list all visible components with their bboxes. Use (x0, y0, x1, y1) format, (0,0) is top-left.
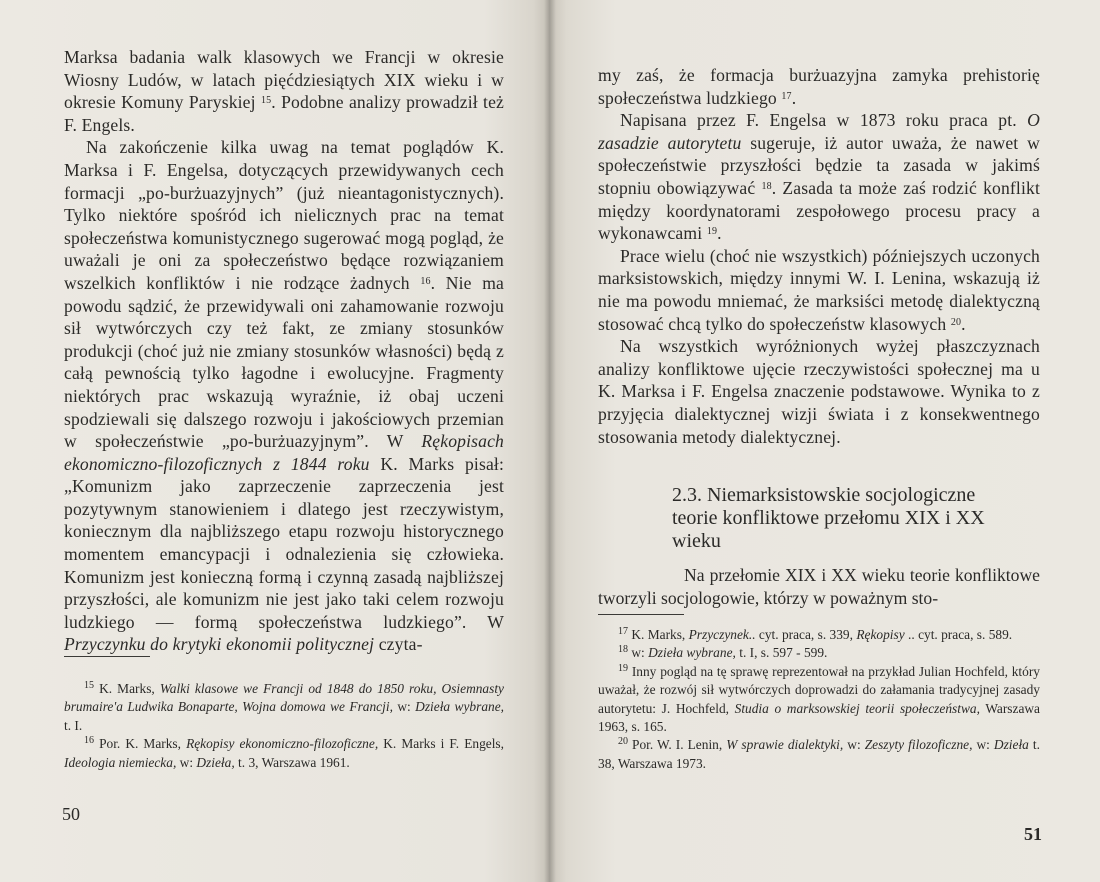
footnote-ref-18[interactable]: 18 (761, 180, 772, 192)
right-body-text (598, 64, 1040, 448)
section-heading (672, 484, 1032, 553)
footnote-ref-15[interactable]: 15 (260, 95, 272, 107)
right-p1-text: my zaś, że formacja burżuazyjna zamyka prehistorię społeczeństwa ludzkiego (598, 65, 1040, 108)
footnote-text: w: (628, 645, 649, 661)
footnote-text: Warszawa 1963, s. 165. (598, 700, 1041, 735)
footnote-text: K. Marks, (94, 681, 160, 696)
footnote-text: t. 3, Warszawa 1961. (234, 754, 350, 770)
footnote-ref-20[interactable]: 20 (950, 316, 962, 328)
footnote-text: Por. K. Marks, (94, 736, 187, 752)
footnote-text: w: (972, 737, 994, 753)
footnote-num: 16 (84, 735, 94, 747)
right-paragraph-5: Na przełomie XIX i XX wieku teorie konfliktowe tworzyli socjologowie, którzy w poważnym sto- (598, 565, 1040, 608)
left-p2-italic-title: Rękopisach ekonomiczno-filozoficznych z 1844 roku (64, 431, 504, 474)
right-paragraph-4: Na wszystkich wyróżnionych wyżej płaszczyznach analizy konfliktowe ujęcie rzeczywistości społecznej ma u K. Marksa i F. Engelsa znaczenie podstawowe. Wynika to z przyjęcia dialektycznej wizji świata i z konsekwentnego stosowania metody dialektycznej. (598, 336, 1040, 447)
right-p2-text-b: sugeruje, iż autor uważa, że nawet w społeczeństwie przyszłości będzie ta zasada w jakimś stopniu obowiązywać (598, 132, 1040, 198)
right-p2-text: Napisana przez F. Engelsa w 1873 roku praca pt. (620, 110, 1028, 131)
footnote-italic: Zeszyty filozoficzne, (864, 737, 973, 753)
left-p2-tail: . Nie ma powodu sądzić, że przewidywali oni zahamowanie rozwoju sił wytwórczych czy też fakt, ze zmiany stosunków produkcji (choć już nie zmiany stosunków własności) będą z całą pewnością tylko łagodne i ewolucyjne. Fragmenty niektórych prac wskazują wyraźnie, iż obaj uczeni spodziewali się dalszego rozwoju i jakościowych przemian w społeczeństwie „po-burżuazyjnym”. W (64, 272, 504, 452)
footnote-text: K. Marks i F. Engels, (378, 736, 504, 752)
footnote-text: t. I. (64, 717, 83, 733)
right-p2-italic-title: O zasadzie autorytetu (598, 110, 1040, 153)
page-number-left: 50 (62, 804, 80, 824)
left-footnotes (64, 680, 504, 772)
footnote-19 (598, 663, 1040, 737)
right-p3-tail: . (961, 313, 966, 334)
footnote-italic: Studia o marksowskiej teorii społeczeństwa, (734, 700, 980, 716)
footnote-italic: Rękopisy ekonomiczno-filozoficzne, (186, 736, 379, 752)
right-p2-text-d: . (717, 223, 722, 244)
right-p3-text: Prace wielu (choć nie wszystkich) późniejszych uczonych marksistowskich, między innymi W. I. Lenina, wskazują iż nie ma powodu mniemać, że marksiści metodę dialektyczną stosować chcą tylko do społeczeństw klasowych (598, 245, 1040, 334)
heading-line: 2.3. Niemarksistowskie socjologiczne (672, 484, 976, 506)
right-paragraph-3 (598, 245, 1040, 335)
left-p1-tail: . Podobne analizy prowadził też F. Engels. (64, 92, 504, 135)
footnote-ref-19[interactable]: 19 (706, 226, 718, 238)
footnote-italic: Przyczynek.. (688, 627, 756, 642)
footnote-text: w: (843, 737, 865, 753)
right-p2-text-c: . Zasada ta może zaś rodzić konflikt między koordynatorami zespołowego procesu pracy a wykonawcami (598, 177, 1040, 244)
footnote-italic: Dzieła wybrane, (415, 699, 504, 715)
left-p2-tail3: czyta- (374, 634, 423, 655)
page-number-right: 51 (1024, 824, 1042, 844)
footnote-italic: Rękopisy (856, 627, 905, 642)
right-footnotes (598, 626, 1040, 773)
footnote-italic: Dzieła (993, 737, 1029, 753)
footnote-text: .. cyt. praca, s. 589. (904, 627, 1013, 642)
left-p2-text: Na zakończenie kilka uwag na temat poglądów K. Marksa i F. Engelsa, dotyczących przewidywanych cech formacji „po-burżuazyjnych” (już nieantagonistycznych). Tylko niektóre spośród ich nielicznych prac na temat społeczeństwa komunistycznego sugerować mogą pogląd, że uważali je oni za społeczeństwo będące rozwiązaniem wszelkich konfliktów i nie rodzące żadnych (64, 137, 504, 293)
footnote-ref-17[interactable]: 17 (781, 90, 792, 102)
footnote-15 (64, 680, 504, 735)
footnote-num: 17 (618, 626, 628, 637)
left-p2-italic-title2: Przyczynku do krytyki ekonomii politycznej (64, 634, 375, 655)
footnote-num: 15 (84, 680, 94, 691)
right-paragraph-2 (598, 109, 1040, 245)
heading-line: wieku (672, 530, 721, 552)
footnote-ref-16[interactable]: 16 (420, 275, 431, 287)
footnote-text: w: (176, 754, 197, 770)
footnote-text: t. I, s. 597 - 599. (735, 645, 828, 661)
left-body-text (64, 46, 504, 656)
footnote-num: 18 (618, 644, 628, 656)
footnote-text: cyt. praca, s. 339, (755, 627, 857, 642)
right-section-body (598, 564, 1040, 609)
footnote-text: K. Marks, (628, 627, 689, 642)
footnote-num: 20 (618, 736, 628, 748)
book-gutter (544, 0, 556, 882)
right-page (550, 0, 1100, 882)
right-paragraph-1 (598, 64, 1040, 109)
footnote-italic: Dzieła wybrane, (648, 645, 736, 661)
footnote-separator (598, 614, 684, 615)
right-p1-tail: . (791, 87, 797, 108)
footnote-text: w: (392, 699, 416, 715)
footnote-text: t. 38, Warszawa 1973. (598, 737, 1040, 771)
footnote-text: Por. W. I. Lenin, (628, 737, 727, 753)
footnote-separator (64, 656, 150, 657)
left-p1-text: Marksa badania walk klasowych we Francji w okresie Wiosny Ludów, w latach pięćdziesiątych XIX wieku i w okresie Komuny Paryskiej (64, 47, 504, 113)
footnote-italic: Walki klasowe we Francji od 1848 do 1850 roku, Osiemnasty brumaire'a Ludwika Bonaparte, Wojna domowa we Francji, (64, 681, 504, 715)
footnote-18 (598, 644, 1040, 662)
footnote-italic: Ideologia niemiecka, (64, 754, 177, 770)
footnote-italic: Dzieła, (196, 754, 235, 770)
footnote-italic: W sprawie dialektyki, (726, 737, 844, 753)
footnote-16 (64, 735, 504, 772)
footnote-text: Inny pogląd na tę sprawę reprezentował na przykład Julian Hochfeld, który uważał, że rozwój sił wytwórczych doprowadzi do załamania tradycyjnej zasady autorytetu: J. Hochfeld, (598, 663, 1040, 716)
left-paragraph-1 (64, 46, 504, 136)
left-p2-tail2: K. Marks pisał: „Komunizm jako zaprzeczenie zaprzeczenia jest pozytywnym stanowieniem i dlatego jest rzeczywistym, koniecznym dla najbliższego etapu rozwoju historycznego momentem emancypacji i odnalezienia się człowieka. Komunizm jest konieczną formą i czynną zasadą najbliższej przyszłości, ale komunizm nie jest jako taki celem rozwoju ludzkiego — formą społeczeństwa ludzkiego”. W (64, 453, 504, 632)
left-paragraph-2 (64, 136, 504, 656)
footnote-num: 19 (618, 662, 628, 674)
footnote-17 (598, 626, 1040, 644)
footnote-20 (598, 736, 1040, 773)
heading-line: teorie konfliktowe przełomu XIX i XX (672, 507, 985, 529)
